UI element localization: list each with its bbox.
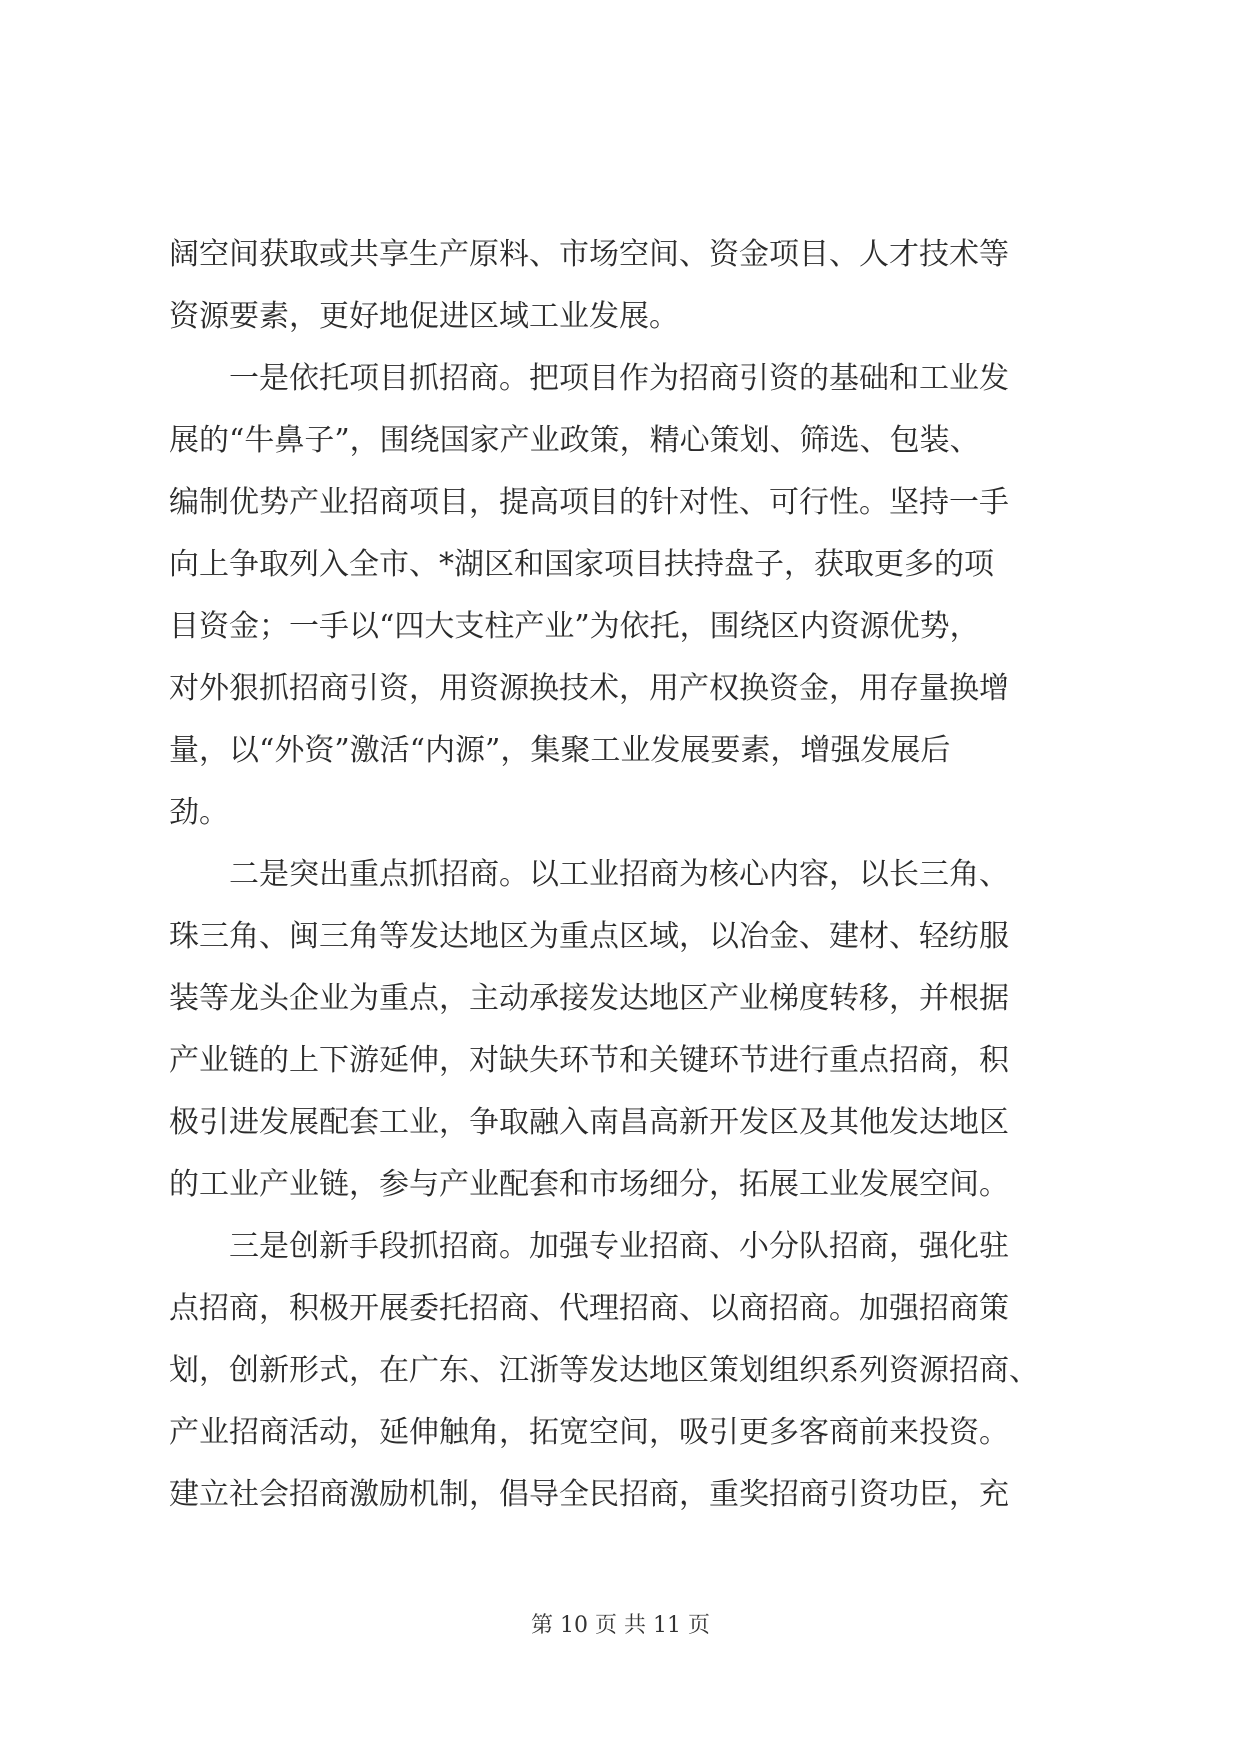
document-body <box>169 224 1081 1526</box>
text-line: 二是突出重点抓招商。以工业招商为核心内容，以长三角、 <box>169 857 1009 892</box>
text-line: 三是创新手段抓招商。加强专业招商、小分队招商，强化驻 <box>169 1229 1009 1264</box>
text-line: 装等龙头企业为重点，主动承接发达地区产业梯度转移，并根据 <box>169 981 1009 1016</box>
text-line: 一是依托项目抓招商。把项目作为招商引资的基础和工业发 <box>169 361 1009 396</box>
text-line: 划，创新形式，在广东、江浙等发达地区策划组织系列资源招商、 <box>169 1353 1039 1388</box>
text-line: 向上争取列入全市、*湖区和国家项目扶持盘子，获取更多的项 <box>169 547 994 582</box>
text-line: 珠三角、闽三角等发达地区为重点区域，以冶金、建材、轻纺服 <box>169 919 1009 954</box>
text-line: 劲。 <box>169 795 229 830</box>
text-line: 量，以“外资”激活“内源”，集聚工业发展要素，增强发展后 <box>169 733 951 768</box>
text-line: 阔空间获取或共享生产原料、市场空间、资金项目、人才技术等 <box>169 237 1009 272</box>
text-line: 点招商，积极开展委托招商、代理招商、以商招商。加强招商策 <box>169 1291 1009 1326</box>
text-line: 对外狠抓招商引资，用资源换技术，用产权换资金，用存量换增 <box>169 671 1009 706</box>
text-line: 展的“牛鼻子”，围绕国家产业政策，精心策划、筛选、包装、 <box>169 423 980 458</box>
text-line: 编制优势产业招商项目，提高项目的针对性、可行性。坚持一手 <box>169 485 1009 520</box>
text-line: 目资金；一手以“四大支柱产业”为依托，围绕区内资源优势， <box>169 609 980 644</box>
text-line: 的工业产业链，参与产业配套和市场细分，拓展工业发展空间。 <box>169 1167 1009 1202</box>
text-line: 产业招商活动，延伸触角，拓宽空间，吸引更多客商前来投资。 <box>169 1415 1009 1450</box>
text-line: 建立社会招商激励机制，倡导全民招商，重奖招商引资功臣，充 <box>169 1477 1009 1512</box>
page-footer: 第 10 页 共 11 页 <box>531 1613 710 1638</box>
text-line: 资源要素，更好地促进区域工业发展。 <box>169 299 679 334</box>
text-line: 产业链的上下游延伸，对缺失环节和关键环节进行重点招商，积 <box>169 1043 1009 1078</box>
text-line: 极引进发展配套工业，争取融入南昌高新开发区及其他发达地区 <box>169 1105 1009 1140</box>
